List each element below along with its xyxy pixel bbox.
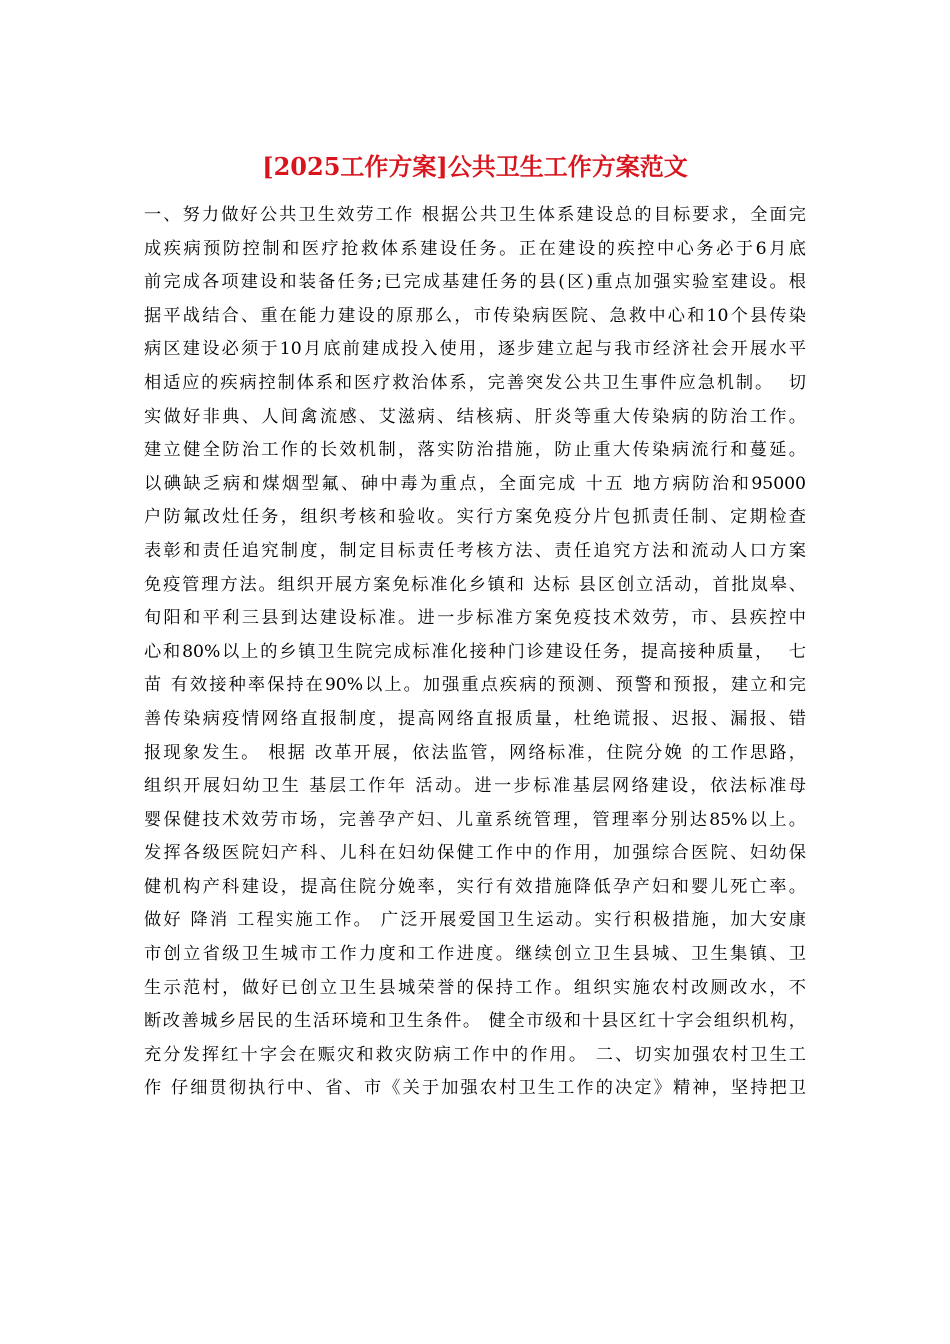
body-line: 一、努力做好公共卫生效劳工作 根据公共卫生体系建设总的目标要求，全面完 bbox=[144, 205, 806, 225]
body-line: 组织开展妇幼卫生 基层工作年 活动。进一步标准基层网络建设，依法标准母 bbox=[144, 776, 806, 797]
body-line: 断改善城乡居民的生活环境和卫生条件。 健全市级和十县区红十字会组织机构， bbox=[144, 1011, 806, 1032]
body-line: 据平战结合、重在能力建设的原那么，市传染病医院、急救中心和10个县传染 bbox=[144, 305, 806, 326]
body-line: 善传染病疫情网络直报制度，提高网络直报质量，杜绝谎报、迟报、漏报、错 bbox=[144, 708, 806, 729]
body-line: 做好 降消 工程实施工作。 广泛开展爱国卫生运动。实行积极措施，加大安康 bbox=[144, 910, 806, 931]
body-line: 婴保健技术效劳市场，完善孕产妇、儿童系统管理，管理率分别达85%以上。 bbox=[144, 809, 806, 830]
body-line: 苗 有效接种率保持在90%以上。加强重点疾病的预测、预警和预报，建立和完 bbox=[144, 675, 806, 696]
body-line: 户防氟改灶任务，组织考核和验收。实行方案免疫分片包抓责任制、定期检查 bbox=[144, 507, 806, 528]
document-title: [2025工作方案]公共卫生工作方案范文 bbox=[262, 152, 688, 181]
body-line: 报现象发生。 根据 改革开展，依法监管，网络标准，住院分娩 的工作思路， bbox=[144, 742, 806, 763]
body-line: 表彰和责任追究制度，制定目标责任考核方法、责任追究方法和流动人口方案 bbox=[144, 540, 806, 561]
body-line: 充分发挥红十字会在赈灾和救灾防病工作中的作用。 二、切实加强农村卫生工 bbox=[144, 1044, 806, 1065]
body-line: 以碘缺乏病和煤烟型氟、砷中毒为重点，全面完成 十五 地方病防治和95000 bbox=[144, 473, 806, 494]
body-line: 免疫管理方法。组织开展方案免标准化乡镇和 达标 县区创立活动，首批岚皋、 bbox=[144, 574, 806, 595]
body-line: 健机构产科建设，提高住院分娩率，实行有效措施降低孕产妇和婴儿死亡率。 bbox=[144, 876, 806, 897]
body-line: 生示范村，做好已创立卫生县城荣誉的保持工作。组织实施农村改厕改水，不 bbox=[144, 977, 806, 998]
body-line: 病区建设必须于10月底前建成投入使用，逐步建立起与我市经济社会开展水平 bbox=[144, 339, 806, 360]
body-line: 建立健全防治工作的长效机制，落实防治措施，防止重大传染病流行和蔓延。 bbox=[144, 440, 806, 461]
body-line: 心和80%以上的乡镇卫生院完成标准化接种门诊建设任务，提高接种质量， 七 bbox=[144, 641, 806, 662]
body-line: 实做好非典、人间禽流感、艾滋病、结核病、肝炎等重大传染病的防治工作。 bbox=[144, 406, 806, 427]
document-body bbox=[144, 199, 806, 1106]
body-line: 作 仔细贯彻执行中、省、市《关于加强农村卫生工作的决定》精神，坚持把卫 bbox=[144, 1078, 806, 1099]
body-line: 前完成各项建设和装备任务;已完成基建任务的县(区)重点加强实验室建设。根 bbox=[144, 272, 806, 293]
body-line: 发挥各级医院妇产科、儿科在妇幼保健工作中的作用，加强综合医院、妇幼保 bbox=[144, 843, 806, 864]
body-line: 旬阳和平利三县到达建设标准。进一步标准方案免疫技术效劳，市、县疾控中 bbox=[144, 608, 806, 629]
body-line: 市创立省级卫生城市工作力度和工作进度。继续创立卫生县城、卫生集镇、卫 bbox=[144, 944, 806, 965]
body-line: 相适应的疾病控制体系和医疗救治体系，完善突发公共卫生事件应急机制。 切 bbox=[144, 372, 806, 393]
body-line: 成疾病预防控制和医疗抢救体系建设任务。正在建设的疾控中心务必于6月底 bbox=[144, 238, 806, 259]
